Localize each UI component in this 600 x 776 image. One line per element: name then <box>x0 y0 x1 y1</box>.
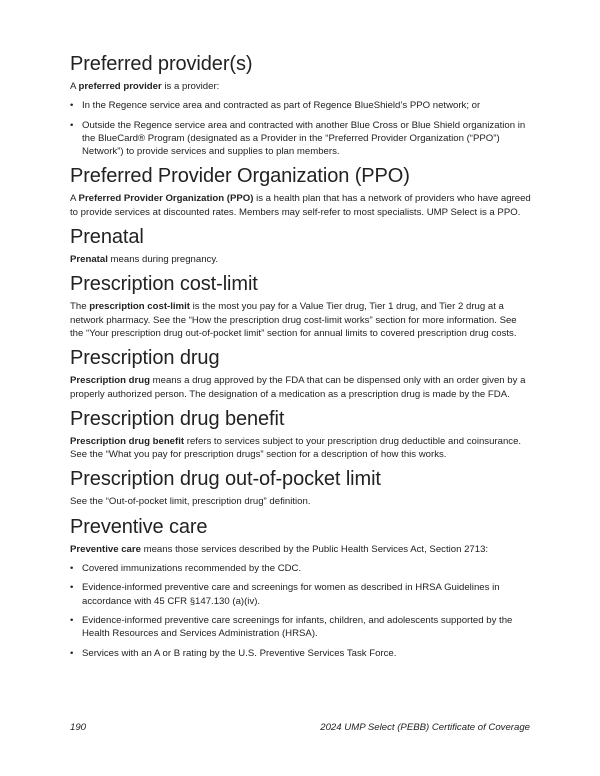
document-title: 2024 UMP Select (PEBB) Certificate of Coverage <box>320 722 530 733</box>
bullet-list <box>70 99 532 158</box>
list-item <box>70 99 532 112</box>
definition-text: is the most you pay for a Value Tier drug, Tier 1 drug, and Tier 2 drug at a network pharmacy. See the “How the prescription drug cost-limit works” section for more information. See the “Your prescription drug out-of-pocket limit” section for annual limits to covered prescription drug costs. <box>70 301 517 339</box>
defined-term: Prescription drug benefit <box>70 435 185 447</box>
section-heading: Preferred Provider Organization (PPO) <box>70 165 410 188</box>
definition-text: refers to services subject to your prescription drug deductible and coinsurance. See the “What you pay for prescription drugs” section for a description of how this works. <box>70 435 522 461</box>
section-heading: Preferred provider(s) <box>70 53 253 75</box>
list-item-text: Covered immunizations recommended by the CDC. <box>82 563 302 575</box>
definition-paragraph <box>70 80 532 93</box>
bullet-icon: • <box>70 563 74 575</box>
section-heading: Prescription drug benefit <box>70 407 285 430</box>
section-preventive-care <box>70 515 532 660</box>
list-item-text: Evidence-informed preventive care screenings for infants, children, and adolescents supported by the Health Resources and Services Administration (HRSA). <box>82 614 513 640</box>
list-item-text: Evidence-informed preventive care and screenings for women as described in HRSA Guidelines in accordance with 45 CFR §147.130 (a)(iv). <box>82 582 500 607</box>
definition-text: means those services described by the Public Health Services Act, Section 2713: <box>140 543 489 555</box>
definition-paragraph <box>70 374 532 401</box>
list-item <box>70 119 532 159</box>
list-item-text: In the Regence service area and contracted as part of Regence BlueShield’s PPO network; or <box>82 100 481 112</box>
definition-paragraph <box>70 543 532 556</box>
section-preferred-provider <box>70 52 532 158</box>
defined-term: Preferred Provider Organization (PPO) <box>78 193 254 205</box>
defined-term: Preventive care <box>70 543 141 555</box>
section-heading: Prescription drug out-of-pocket limit <box>70 468 381 491</box>
intro-text: A <box>70 193 79 205</box>
definition-paragraph <box>70 435 532 462</box>
section-heading: Prescription drug <box>70 347 220 370</box>
section-prescription-cost-limit <box>70 272 532 340</box>
page-number: 190 <box>70 722 87 733</box>
defined-term: preferred provider <box>78 81 162 92</box>
bullet-icon: • <box>70 119 74 131</box>
bullet-icon: • <box>70 614 74 626</box>
list-item <box>70 562 532 575</box>
page-content <box>70 52 532 666</box>
definition-text: is a health plan that has a network of providers who have agreed to provide services at discounted rates. Members may self-refer to most specialists. UMP Select is a PPO. <box>70 193 531 218</box>
section-prescription-drug-benefit <box>70 407 532 462</box>
intro-text: The <box>70 301 90 313</box>
definition-text: means during pregnancy. <box>107 254 219 266</box>
list-item-text: Services with an A or B rating by the U.S. Preventive Services Task Force. <box>82 647 397 659</box>
definition-paragraph <box>70 253 532 266</box>
section-heading: Prescription cost-limit <box>70 273 258 296</box>
intro-text: A <box>70 81 79 92</box>
bullet-icon: • <box>70 582 74 594</box>
defined-term: Prenatal <box>70 254 108 266</box>
section-prenatal <box>70 225 532 266</box>
list-item <box>70 647 532 660</box>
definition-paragraph <box>70 300 532 340</box>
defined-term: prescription cost-limit <box>89 301 190 313</box>
section-ppo <box>70 164 532 219</box>
definition-paragraph: See the “Out-of-pocket limit, prescription drug” definition. <box>70 496 311 508</box>
bullet-list <box>70 562 532 660</box>
definition-text: is a provider: <box>161 81 220 92</box>
defined-term: Prescription drug <box>70 375 150 387</box>
list-item <box>70 581 532 608</box>
section-prescription-drug-oop-limit <box>70 467 532 508</box>
bullet-icon: • <box>70 100 74 112</box>
bullet-icon: • <box>70 647 74 659</box>
list-item <box>70 614 532 641</box>
page-footer <box>70 722 530 733</box>
section-heading: Prenatal <box>70 226 144 249</box>
section-heading: Preventive care <box>70 515 208 538</box>
definition-paragraph <box>70 192 532 219</box>
definition-text: means a drug approved by the FDA that can be dispensed only with an order given by a properly authorized person. The designation of a medication as a prescription drug is made by the FDA. <box>70 375 526 400</box>
list-item-text: Outside the Regence service area and contracted with another Blue Cross or Blue Shield organization in the BlueCard® Program (designated as a Provider in the “Preferred Provider Organization (“PPO”) Network”) to provide services and supplies to plan members. <box>82 119 526 158</box>
section-prescription-drug <box>70 346 532 401</box>
